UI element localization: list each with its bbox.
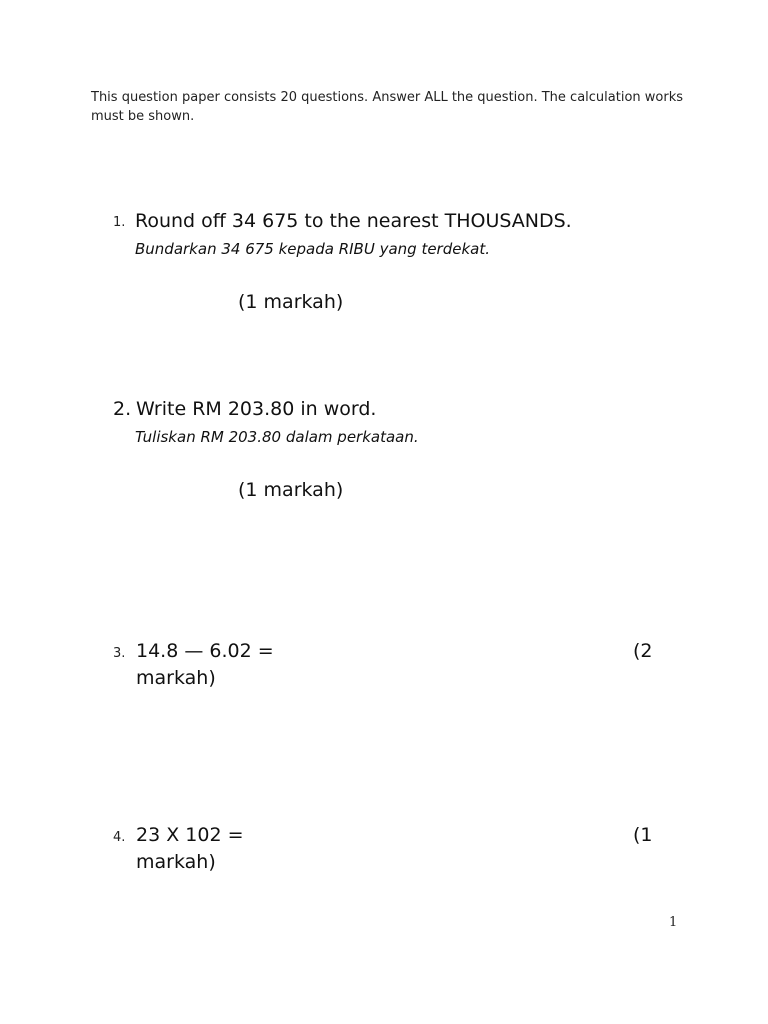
question-text: Round off 34 675 to the nearest THOUSANDS. xyxy=(135,210,572,232)
question-translation: Bundarkan 34 675 kepada RIBU yang terdekat. xyxy=(135,240,491,258)
question-text: Write RM 203.80 in word. xyxy=(136,398,377,420)
marks-label-open: (2 xyxy=(633,640,653,662)
question-translation: Tuliskan RM 203.80 dalam perkataan. xyxy=(135,428,419,446)
question-text: 14.8 — 6.02 = xyxy=(136,640,274,662)
marks-label: (1 markah) xyxy=(238,479,344,501)
question-number: 1. xyxy=(113,215,126,230)
marks-label-open: (1 xyxy=(633,824,653,846)
marks-label-close: markah) xyxy=(136,851,216,873)
marks-label-close: markah) xyxy=(136,667,216,689)
question-number: 4. xyxy=(113,830,126,845)
page-number: 1 xyxy=(669,915,678,930)
question-text: 23 X 102 = xyxy=(136,824,244,846)
question-number: 3. xyxy=(113,646,126,661)
instructions: This question paper consists 20 questions. Answer ALL the question. The calculation works must be shown. xyxy=(91,90,684,124)
question-number: 2. xyxy=(113,398,132,420)
marks-label: (1 markah) xyxy=(238,291,344,313)
